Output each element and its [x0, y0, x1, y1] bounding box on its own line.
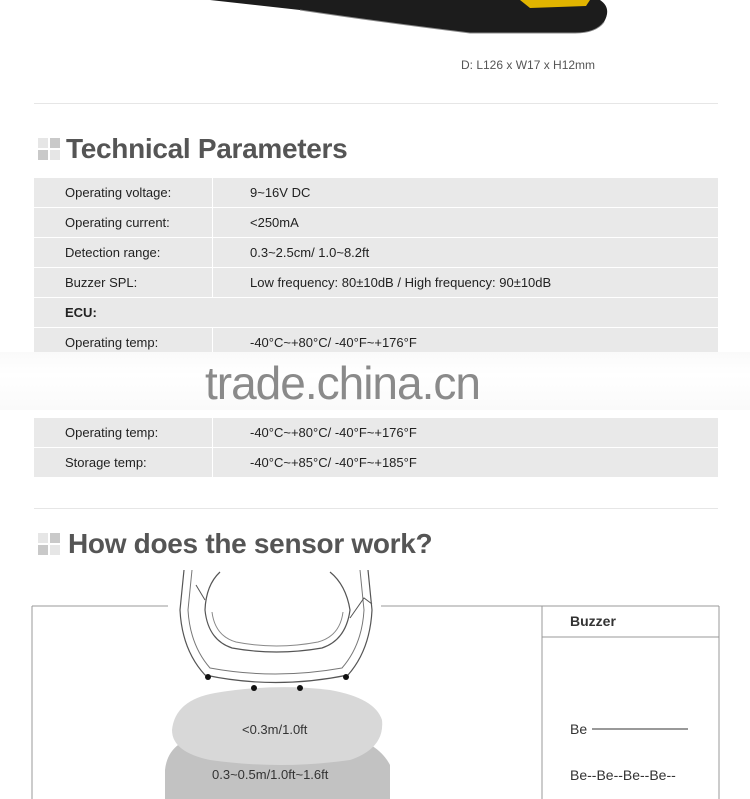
- buzzer-pattern: Be--Be--Be--Be--: [570, 767, 676, 783]
- param-label: Storage temp:: [65, 455, 147, 470]
- squares-icon: [38, 533, 60, 555]
- sensor-detection-diagram: [0, 560, 750, 799]
- divider: [212, 208, 213, 237]
- divider: [212, 268, 213, 297]
- section-title-how: How does the sensor work?: [68, 528, 433, 559]
- param-value: Low frequency: 80±10dB / High frequency: 90±10dB: [250, 275, 552, 290]
- zone-label: <0.3m/1.0ft: [242, 722, 308, 737]
- param-label: Detection range:: [65, 245, 161, 260]
- param-value: -40°C~+85°C/ -40°F~+185°F: [250, 455, 417, 470]
- product-dimensions: D: L126 x W17 x H12mm: [461, 58, 596, 72]
- table-row: [34, 448, 718, 477]
- table-row: [34, 238, 718, 267]
- table-row: [34, 208, 718, 237]
- watermark-text: trade.china.cn: [205, 357, 480, 409]
- divider: [34, 103, 718, 104]
- param-value: -40°C~+80°C/ -40°F~+176°F: [250, 335, 417, 350]
- param-value: 0.3~2.5cm/ 1.0~8.2ft: [250, 245, 370, 260]
- param-value: -40°C~+80°C/ -40°F~+176°F: [250, 425, 417, 440]
- param-label: ECU:: [65, 305, 97, 320]
- table-row: [34, 178, 718, 207]
- divider: [212, 418, 213, 447]
- zone-label: 0.3~0.5m/1.0ft~1.6ft: [212, 767, 329, 782]
- divider: [212, 178, 213, 207]
- param-value: <250mA: [250, 215, 299, 230]
- sensor-product-image: [0, 0, 750, 40]
- param-label: Operating current:: [65, 215, 170, 230]
- section-title-technical: Technical Parameters: [66, 133, 348, 164]
- param-label: Buzzer SPL:: [65, 275, 138, 290]
- squares-icon: [38, 138, 60, 160]
- table-row: [34, 268, 718, 297]
- table-row: [34, 418, 718, 447]
- param-label: Operating temp:: [65, 425, 159, 440]
- table-row-ecu-heading: [34, 298, 718, 327]
- param-label: Operating voltage:: [65, 185, 172, 200]
- param-value: 9~16V DC: [250, 185, 311, 200]
- buzzer-heading: Buzzer: [570, 613, 616, 629]
- buzzer-pattern: Be: [570, 721, 588, 737]
- divider: [212, 238, 213, 267]
- param-label: Operating temp:: [65, 335, 159, 350]
- divider: [212, 448, 213, 477]
- divider: [34, 508, 718, 509]
